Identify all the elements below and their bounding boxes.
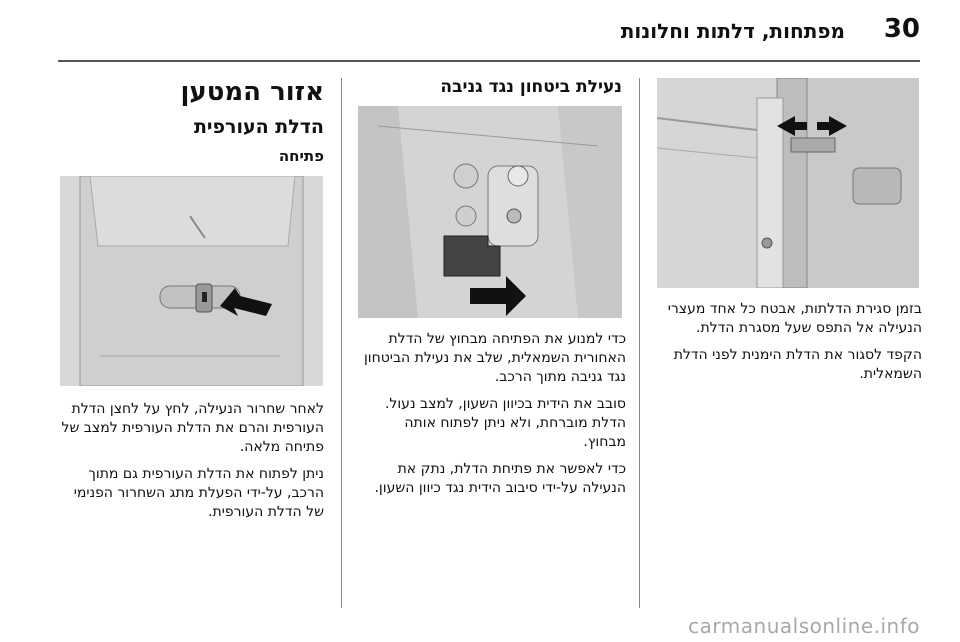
antitheft-lock-illustration xyxy=(358,106,622,318)
column-divider-left xyxy=(341,78,342,608)
opening-heading: פתיחה xyxy=(278,147,324,165)
left-paragraph-2: ניתן לפתוח את הדלת העורפית גם מתוך הרכב, על-ידי הפעלת מתג השחרור הפנימי של הדלת העורפית. xyxy=(73,466,324,520)
middle-column-text xyxy=(358,330,626,506)
figure-tailgate-button xyxy=(60,176,323,386)
left-column-text xyxy=(58,400,324,530)
middle-paragraph-3: כדי לאפשר את פתיחת הדלת, נתק את הנעילה על-ידי סיבוב הידית נגד כיוון השעון. xyxy=(374,461,626,496)
cargo-area-heading: אזור המטען xyxy=(180,77,324,107)
figure-door-latch xyxy=(657,78,919,288)
middle-column-heading-wrap xyxy=(358,76,622,98)
chapter-title: מפתחות, דלתות וחלונות xyxy=(620,19,845,43)
watermark: carmanualsonline.info xyxy=(688,614,920,638)
tailgate-button-illustration xyxy=(60,176,323,386)
header-rule xyxy=(58,60,920,62)
right-paragraph-2: הקפד לסגור את הדלת הימנית לפני הדלת השמאלית. xyxy=(673,347,922,382)
page-header xyxy=(0,0,960,60)
middle-paragraph-1: כדי למנוע את הפתיחה מבחוץ של הדלת האחורית השמאלית, שלב את נעילת הביטחון נגד גניבה מתוך הרכב. xyxy=(363,331,626,385)
right-paragraph-1: בזמן סגירת הדלתות, אבטח כל אחד מעצרי הנעילה אל התפס שעל מסגרת הדלת. xyxy=(667,301,922,336)
column-divider-right xyxy=(639,78,640,608)
page-number: 30 xyxy=(883,14,920,44)
door-latch-illustration xyxy=(657,78,919,288)
middle-paragraph-2: סובב את הידית בכיוון השעון, למצב נעול. הדלת מוברחת, ולא ניתן לפתוח אותה מבחוץ. xyxy=(384,396,626,450)
left-column-headings xyxy=(58,76,324,166)
tailgate-heading: הדלת העורפית xyxy=(193,116,324,138)
figure-antitheft-lock xyxy=(358,106,622,318)
right-column-text xyxy=(657,300,922,392)
left-paragraph-1: לאחר שחרור הנעילה, לחץ על לחצן הדלת העורפית והרם את הדלת העורפית למצב של פתיחה מלאה. xyxy=(61,401,324,455)
antitheft-lock-heading: נעילת ביטחון נגד גניבה xyxy=(440,77,622,97)
